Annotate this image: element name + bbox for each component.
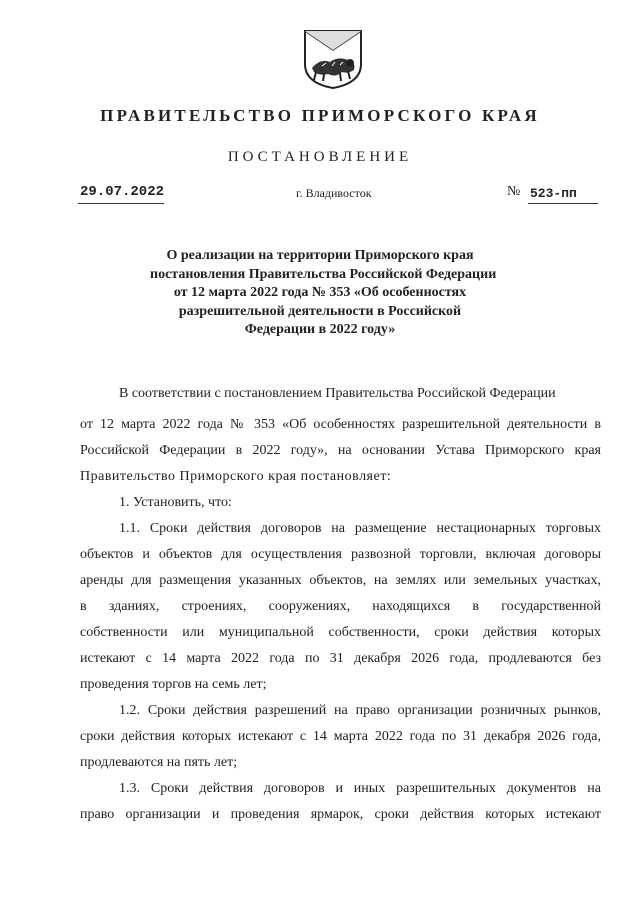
body-line: от 12 марта 2022 года № 353 «Об особенностях разрешительной деятельности в [80, 417, 601, 432]
body-line: 1.2. Сроки действия разрешений на право организации розничных рынков, [119, 703, 601, 718]
subject-line: от 12 марта 2022 года № 353 «Об особенностях [173, 285, 467, 300]
body-line: истекают с 14 марта 2022 года по 31 декабря 2026 года, продлеваются без [80, 651, 601, 666]
document-type: ПОСТАНОВЛЕНИЕ [227, 149, 413, 165]
body-line: объектов и объектов для осуществления развозной торговли, включая договоры [80, 547, 601, 562]
body-line: 1. Установить, что: [119, 495, 232, 510]
body-line: собственности или муниципальной собственности, сроки действия которых [80, 625, 601, 640]
body-line: продлеваются на пять лет; [80, 755, 238, 770]
body-line: 1.3. Сроки действия договоров и иных разрешительных документов на [119, 781, 601, 796]
document-city: г. Владивосток [296, 186, 372, 200]
primorsky-krai-coat-of-arms-icon [302, 28, 364, 90]
body-line: аренды для размещения указанных объектов, на землях или земельных участках, [80, 573, 601, 588]
body-line: проведения торгов на семь лет; [80, 677, 267, 692]
government-title: ПРАВИТЕЛЬСТВО ПРИМОРСКОГО КРАЯ [100, 106, 540, 125]
body-line: сроки действия которых истекают с 14 марта 2022 года по 31 декабря 2026 года, [80, 729, 601, 744]
number-sign: № [507, 184, 521, 199]
document-number: 523-пп [530, 186, 577, 201]
subject-line: постановления Правительства Российской Федерации [150, 266, 497, 282]
body-line: 1.1. Сроки действия договоров на размещение нестационарных торговых [119, 521, 601, 536]
subject-line: разрешительной деятельности в Российской [178, 303, 462, 319]
body-line: Российской Федерации в 2022 году», на основании Устава Приморского края [80, 443, 601, 458]
number-underline [528, 203, 598, 204]
body-line: Правительство Приморского края постановляет: [80, 469, 392, 484]
body-line: В соответствии с постановлением Правительства Российской Федерации [119, 386, 556, 401]
subject-line: О реализации на территории Приморского края [166, 248, 474, 263]
body-line: в зданиях, строениях, сооружениях, находящихся в государственной [80, 599, 601, 614]
document-subject [150, 247, 497, 340]
subject-line: Федерации в 2022 году» [244, 322, 396, 337]
document-date: 29.07.2022 [80, 184, 165, 200]
body-line: право организации и проведения ярмарок, сроки действия которых истекают [80, 807, 601, 822]
date-underline [78, 203, 164, 204]
